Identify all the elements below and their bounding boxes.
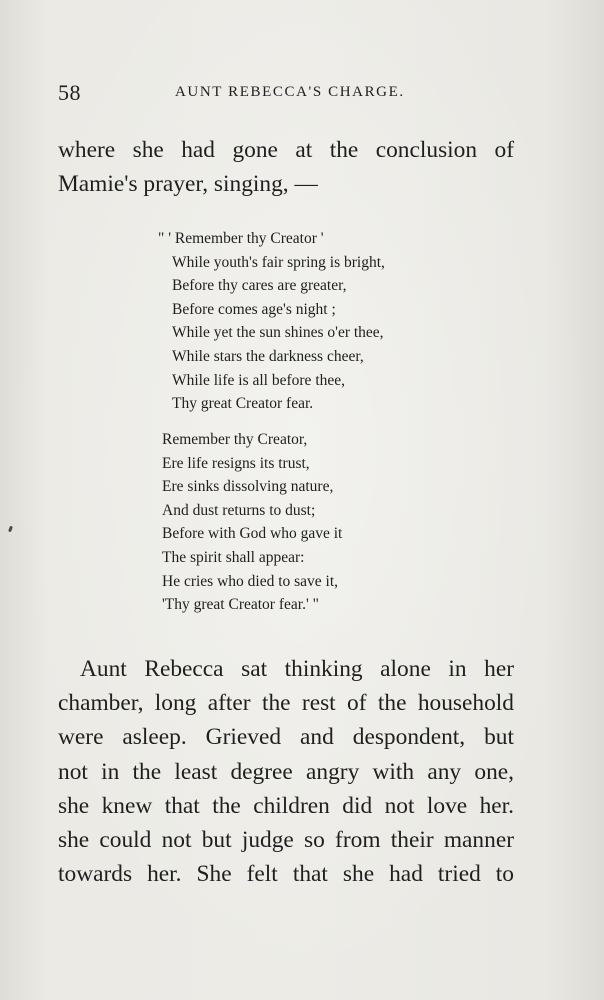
verse-line: And dust returns to dust; <box>162 501 316 519</box>
verse-line: While life is all before thee, <box>172 371 346 389</box>
ink-speck <box>8 526 13 533</box>
paragraph-2 <box>58 652 514 891</box>
verse-line: " ' Remember thy Creator ' <box>158 230 324 247</box>
verse-line: While youth's fair spring is bright, <box>172 253 385 271</box>
verse-line: Before comes age's night ; <box>172 300 336 318</box>
verse-stanza-2 <box>158 428 342 617</box>
verse-line: While stars the darkness cheer, <box>172 347 364 365</box>
verse-line: Thy great Creator fear. <box>172 395 314 413</box>
text-line: not in the least degree angry with any one, <box>58 758 514 785</box>
text-line: she could not but judge so from their manner <box>58 827 514 854</box>
verse-line: While yet the sun shines o'er thee, <box>172 324 384 342</box>
verse-line: Remember thy Creator, <box>162 431 308 448</box>
verse-line: Ere sinks dissolving nature, <box>162 478 334 496</box>
verse-line: Before with God who gave it <box>162 525 343 543</box>
verse-stanza-1 <box>158 227 385 416</box>
text-line: were asleep. Grieved and despondent, but <box>58 724 514 751</box>
paragraph-1 <box>58 133 514 201</box>
text-line: she knew that the children did not love her. <box>58 792 514 819</box>
verse-line: 'Thy great Creator fear.' " <box>162 596 319 614</box>
text-line: towards her. She felt that she had tried to <box>58 861 514 888</box>
verse-line: Ere life resigns its trust, <box>162 454 310 472</box>
verse-line: The spirit shall appear: <box>162 548 305 566</box>
page-header <box>58 80 528 110</box>
running-head: AUNT REBECCA'S CHARGE. <box>175 84 405 100</box>
text-line: Aunt Rebecca sat thinking alone in her <box>80 656 514 682</box>
verse-line: Before thy cares are greater, <box>172 277 347 295</box>
text-line: Mamie's prayer, singing, — <box>58 171 318 198</box>
text-line: where she had gone at the conclusion of <box>58 137 514 163</box>
verse-line: He cries who died to save it, <box>162 572 339 590</box>
page-number: 58 <box>58 80 81 105</box>
text-line: chamber, long after the rest of the household <box>58 690 514 717</box>
